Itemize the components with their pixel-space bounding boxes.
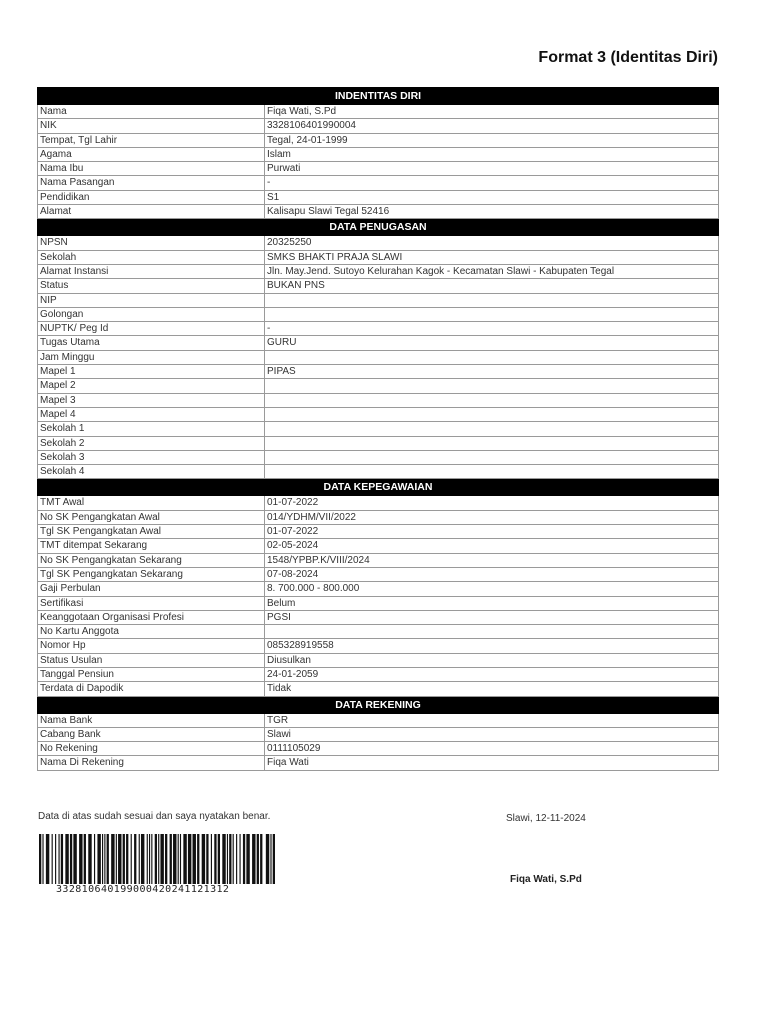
field-value: Belum: [265, 596, 719, 610]
field-value: BUKAN PNS: [265, 279, 719, 293]
table-row: [38, 422, 719, 436]
barcode-bar: [193, 834, 196, 884]
barcode-bar: [252, 834, 255, 884]
field-label: Jam Minggu: [38, 350, 265, 364]
table-row: [38, 582, 719, 596]
table-row: [38, 525, 719, 539]
field-label: Keanggotaan Organisasi Profesi: [38, 610, 265, 624]
field-label: Alamat: [38, 205, 265, 219]
field-label: Pendidikan: [38, 190, 265, 204]
barcode-bar: [170, 834, 172, 884]
barcode-bar: [94, 834, 95, 884]
field-label: Sertifikasi: [38, 596, 265, 610]
field-label: TMT Awal: [38, 496, 265, 510]
field-label: Sekolah: [38, 250, 265, 264]
barcode-bar: [46, 834, 49, 884]
barcode-bar: [149, 834, 150, 884]
field-label: Agama: [38, 147, 265, 161]
field-label: Sekolah 3: [38, 450, 265, 464]
field-value: Diusulkan: [265, 653, 719, 667]
barcode-bar: [61, 834, 63, 884]
field-value: 0111105029: [265, 742, 719, 756]
barcode-bar: [243, 834, 245, 884]
field-value: Tegal, 24-01-1999: [265, 133, 719, 147]
table-row: [38, 682, 719, 696]
field-label: Golongan: [38, 307, 265, 321]
section-header-label: DATA REKENING: [38, 696, 719, 713]
barcode-bar: [52, 834, 53, 884]
section-header-label: INDENTITAS DIRI: [38, 88, 719, 105]
field-label: Nama Ibu: [38, 162, 265, 176]
field-label: Tempat, Tgl Lahir: [38, 133, 265, 147]
barcode-bar: [229, 834, 231, 884]
barcode-bar: [58, 834, 59, 884]
field-value: Islam: [265, 147, 719, 161]
barcode-bar: [266, 834, 269, 884]
field-value: 014/YDHM/VII/2022: [265, 510, 719, 524]
declaration-statement: Data di atas sudah sesuai dan saya nyatakan benar.: [38, 811, 271, 822]
field-value: SMKS BHAKTI PRAJA SLAWI: [265, 250, 719, 264]
section-header-label: DATA PENUGASAN: [38, 219, 719, 236]
table-row: [38, 450, 719, 464]
table-row: [38, 742, 719, 756]
field-value: GURU: [265, 336, 719, 350]
barcode-bar: [97, 834, 100, 884]
barcode-bar: [202, 834, 205, 884]
section-header: [38, 88, 719, 105]
field-label: No Kartu Anggota: [38, 625, 265, 639]
table-row: [38, 567, 719, 581]
barcode-bar: [155, 834, 157, 884]
barcode-bar: [111, 834, 114, 884]
field-value: Purwati: [265, 162, 719, 176]
barcode-bar: [88, 834, 91, 884]
table-row: [38, 105, 719, 119]
section-header-label: DATA KEPEGAWAIAN: [38, 479, 719, 496]
barcode-bar: [126, 834, 128, 884]
barcode-bar: [131, 834, 132, 884]
field-value: [265, 379, 719, 393]
barcode-bar: [139, 834, 140, 884]
table-row: [38, 667, 719, 681]
barcode-bar: [236, 834, 237, 884]
field-label: Tugas Utama: [38, 336, 265, 350]
table-row: [38, 727, 719, 741]
table-row: [38, 264, 719, 278]
field-value: [265, 407, 719, 421]
barcode-bar: [42, 834, 43, 884]
barcode-bar: [173, 834, 176, 884]
field-value: 01-07-2022: [265, 525, 719, 539]
table-row: [38, 639, 719, 653]
table-row: [38, 205, 719, 219]
field-label: Mapel 3: [38, 393, 265, 407]
barcode-bar: [116, 834, 117, 884]
table-row: [38, 176, 719, 190]
field-label: No Rekening: [38, 742, 265, 756]
barcode-bar: [107, 834, 109, 884]
table-row: [38, 407, 719, 421]
barcode-bar: [211, 834, 212, 884]
table-row: [38, 625, 719, 639]
field-label: Tgl SK Pengangkatan Sekarang: [38, 567, 265, 581]
field-label: Mapel 4: [38, 407, 265, 421]
field-value: [265, 465, 719, 479]
field-value: PGSI: [265, 610, 719, 624]
barcode-bar: [227, 834, 228, 884]
field-label: NIP: [38, 293, 265, 307]
field-label: Nama Bank: [38, 713, 265, 727]
barcode-bar: [73, 834, 76, 884]
barcode-bar: [218, 834, 220, 884]
barcode-bar: [188, 834, 191, 884]
table-row: [38, 596, 719, 610]
table-row: [38, 236, 719, 250]
field-value: [265, 436, 719, 450]
field-value: 3328106401990004: [265, 119, 719, 133]
field-value: 1548/YPBP.K/VIII/2024: [265, 553, 719, 567]
section-header: [38, 479, 719, 496]
barcode-bar: [134, 834, 136, 884]
field-value: 01-07-2022: [265, 496, 719, 510]
barcode: [39, 834, 275, 884]
field-label: Sekolah 2: [38, 436, 265, 450]
field-value: [265, 293, 719, 307]
field-value: 07-08-2024: [265, 567, 719, 581]
table-row: [38, 147, 719, 161]
barcode-bar: [55, 834, 56, 884]
barcode-bar: [104, 834, 105, 884]
field-label: Terdata di Dapodik: [38, 682, 265, 696]
field-label: Sekolah 4: [38, 465, 265, 479]
field-value: Slawi: [265, 727, 719, 741]
page-title: Format 3 (Identitas Diri): [538, 49, 718, 66]
table-row: [38, 293, 719, 307]
barcode-bar: [141, 834, 144, 884]
field-label: Tgl SK Pengangkatan Awal: [38, 525, 265, 539]
field-label: Status Usulan: [38, 653, 265, 667]
table-row: [38, 162, 719, 176]
section-header: [38, 219, 719, 236]
table-row: [38, 133, 719, 147]
table-row: [38, 713, 719, 727]
table-row: [38, 279, 719, 293]
barcode-bar: [222, 834, 225, 884]
field-value: 8. 700.000 - 800.000: [265, 582, 719, 596]
field-value: 02-05-2024: [265, 539, 719, 553]
table-row: [38, 510, 719, 524]
barcode-bar: [165, 834, 167, 884]
barcode-bar: [160, 834, 163, 884]
place-date: Slawi, 12-11-2024: [506, 813, 586, 824]
table-row: [38, 465, 719, 479]
field-label: No SK Pengangkatan Sekarang: [38, 553, 265, 567]
field-label: Nama: [38, 105, 265, 119]
barcode-bar: [197, 834, 199, 884]
barcode-bar: [65, 834, 68, 884]
field-value: [265, 307, 719, 321]
table-row: [38, 190, 719, 204]
barcode-bar: [147, 834, 148, 884]
barcode-bar: [118, 834, 121, 884]
field-label: TMT ditempat Sekarang: [38, 539, 265, 553]
field-value: [265, 625, 719, 639]
signer-name: Fiqa Wati, S.Pd: [510, 874, 582, 885]
table-row: [38, 610, 719, 624]
barcode-bar: [39, 834, 41, 884]
field-label: NIK: [38, 119, 265, 133]
table-row: [38, 322, 719, 336]
field-value: 20325250: [265, 236, 719, 250]
table-row: [38, 756, 719, 770]
field-value: TGR: [265, 713, 719, 727]
field-label: Sekolah 1: [38, 422, 265, 436]
barcode-bar: [151, 834, 152, 884]
field-label: Gaji Perbulan: [38, 582, 265, 596]
field-label: Tanggal Pensiun: [38, 667, 265, 681]
barcode-bar: [239, 834, 240, 884]
table-row: [38, 119, 719, 133]
table-row: [38, 336, 719, 350]
barcode-bar: [183, 834, 186, 884]
identity-form-table: [37, 87, 719, 771]
barcode-bar: [79, 834, 82, 884]
field-value: Jln. May.Jend. Sutoyo Kelurahan Kagok - Kecamatan Slawi - Kabupaten Tegal: [265, 264, 719, 278]
barcode-bar: [260, 834, 262, 884]
field-label: NUPTK/ Peg Id: [38, 322, 265, 336]
barcode-bar: [178, 834, 179, 884]
field-label: Nomor Hp: [38, 639, 265, 653]
field-value: [265, 422, 719, 436]
field-label: Alamat Instansi: [38, 264, 265, 278]
barcode-bar: [233, 834, 234, 884]
barcode-bar: [158, 834, 159, 884]
field-value: -: [265, 176, 719, 190]
barcode-bar: [246, 834, 249, 884]
field-value: -: [265, 322, 719, 336]
field-value: Kalisapu Slawi Tegal 52416: [265, 205, 719, 219]
field-value: [265, 393, 719, 407]
barcode-bar: [270, 834, 271, 884]
barcode-bar: [123, 834, 125, 884]
table-row: [38, 539, 719, 553]
table-row: [38, 653, 719, 667]
section-header: [38, 696, 719, 713]
barcode-bar: [180, 834, 181, 884]
barcode-bar: [102, 834, 103, 884]
field-label: No SK Pengangkatan Awal: [38, 510, 265, 524]
table-row: [38, 365, 719, 379]
field-label: NPSN: [38, 236, 265, 250]
field-value: PIPAS: [265, 365, 719, 379]
barcode-bar: [206, 834, 208, 884]
barcode-bar: [257, 834, 259, 884]
table-row: [38, 553, 719, 567]
field-value: S1: [265, 190, 719, 204]
field-label: Nama Di Rekening: [38, 756, 265, 770]
field-value: Tidak: [265, 682, 719, 696]
table-row: [38, 379, 719, 393]
field-label: Cabang Bank: [38, 727, 265, 741]
barcode-bar: [84, 834, 86, 884]
field-label: Nama Pasangan: [38, 176, 265, 190]
barcode-bar: [70, 834, 72, 884]
field-label: Mapel 1: [38, 365, 265, 379]
barcode-number: 332810640199000420241121312: [56, 884, 230, 895]
field-value: [265, 350, 719, 364]
barcode-bar: [214, 834, 216, 884]
field-value: 24-01-2059: [265, 667, 719, 681]
field-value: [265, 450, 719, 464]
field-value: 085328919558: [265, 639, 719, 653]
table-row: [38, 307, 719, 321]
table-row: [38, 350, 719, 364]
table-row: [38, 250, 719, 264]
barcode-bar: [273, 834, 275, 884]
table-row: [38, 436, 719, 450]
field-label: Status: [38, 279, 265, 293]
field-value: Fiqa Wati: [265, 756, 719, 770]
table-row: [38, 496, 719, 510]
table-row: [38, 393, 719, 407]
field-value: Fiqa Wati, S.Pd: [265, 105, 719, 119]
field-label: Mapel 2: [38, 379, 265, 393]
